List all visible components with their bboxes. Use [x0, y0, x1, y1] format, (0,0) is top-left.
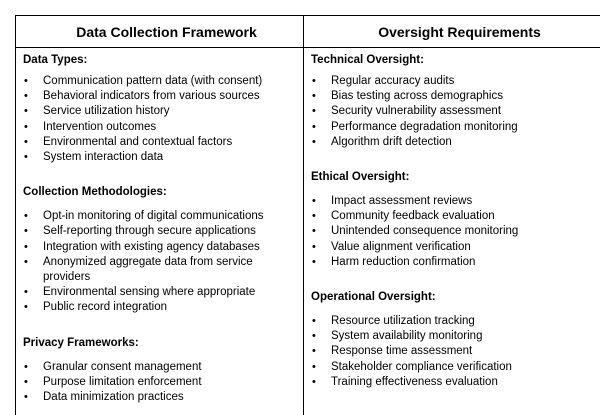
list-item: • Stakeholder compliance verification [311, 360, 600, 375]
list-item: • Integration with existing agency databases [23, 240, 303, 255]
list-item: • Resource utilization tracking [311, 314, 600, 329]
technical-oversight-list [311, 74, 600, 150]
operational-oversight-title: Operational Oversight: [311, 291, 436, 304]
collection-methodologies-section [23, 185, 303, 315]
privacy-frameworks-title: Privacy Frameworks: [23, 336, 139, 349]
list-item: • Response time assessment [311, 344, 600, 359]
oversight-column [304, 16, 600, 415]
technical-oversight-title: Technical Oversight: [311, 54, 424, 66]
operational-oversight-list [311, 314, 600, 390]
list-item: • Performance degradation monitoring [311, 120, 600, 135]
collection-methodologies-list [23, 209, 303, 315]
collection-methodologies-title: Collection Methodologies: [23, 186, 167, 199]
list-item: • Communication pattern data (with consent) [23, 74, 303, 89]
ethical-oversight-list [311, 194, 600, 270]
list-item: • Impact assessment reviews [311, 194, 600, 209]
privacy-frameworks-list [23, 360, 303, 406]
list-item: • Data minimization practices [23, 390, 303, 405]
data-collection-column [16, 16, 304, 415]
list-item: • Security vulnerability assessment [311, 104, 600, 119]
list-item: • Unintended consequence monitoring [311, 224, 600, 239]
operational-oversight-section [311, 290, 600, 390]
list-item: • Opt-in monitoring of digital communications [23, 209, 303, 224]
framework-table [15, 15, 600, 415]
list-item: • Bias testing across demographics [311, 89, 600, 104]
ethical-oversight-section [311, 170, 600, 270]
list-item: • Self-reporting through secure applications [23, 224, 303, 239]
technical-oversight-section [311, 53, 600, 150]
list-item: • Public record integration [23, 300, 303, 315]
list-item: • Anonymized aggregate data from service providers [23, 255, 303, 285]
list-item: • Algorithm drift detection [311, 135, 600, 150]
list-item: • Service utilization history [23, 104, 303, 119]
list-item: • System interaction data [23, 150, 303, 165]
data-collection-body [16, 48, 303, 405]
list-item: • Environmental and contextual factors [23, 135, 303, 150]
data-types-list [23, 74, 303, 165]
list-item: • Purpose limitation enforcement [23, 375, 303, 390]
list-item: • Harm reduction confirmation [311, 255, 600, 270]
list-item: • Granular consent management [23, 360, 303, 375]
data-types-section [23, 53, 303, 165]
oversight-header: Oversight Requirements [304, 16, 600, 48]
list-item: • Intervention outcomes [23, 120, 303, 135]
list-item: • System availability monitoring [311, 329, 600, 344]
oversight-body [304, 48, 600, 390]
list-item: • Behavioral indicators from various sources [23, 89, 303, 104]
list-item: • Regular accuracy audits [311, 74, 600, 89]
ethical-oversight-title: Ethical Oversight: [311, 171, 410, 184]
data-types-title: Data Types: [23, 54, 88, 66]
list-item: • Environmental sensing where appropriate [23, 285, 303, 300]
list-item: • Value alignment verification [311, 240, 600, 255]
data-collection-header: Data Collection Framework [16, 16, 303, 48]
privacy-frameworks-section [23, 336, 303, 406]
list-item: • Community feedback evaluation [311, 209, 600, 224]
list-item: • Training effectiveness evaluation [311, 375, 600, 390]
